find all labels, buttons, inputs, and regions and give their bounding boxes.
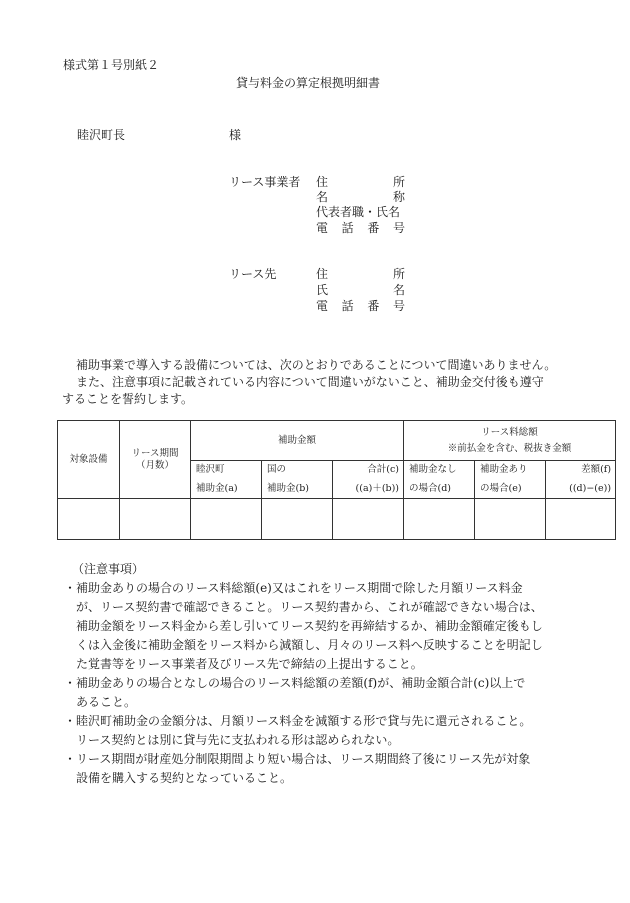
operator-address-char-2: 所 bbox=[392, 175, 405, 189]
notes-heading: （注意事項） bbox=[72, 562, 145, 576]
header-town-subsidy bbox=[191, 461, 262, 499]
note-2-line-1: 補助金ありの場合となしの場合のリース料総額の差額(f)が、補助金額合計(c)以上で bbox=[76, 676, 526, 690]
note-1-line-3: 補助金額をリース料金から差し引いてリース契約を再締結するか、補助金額確定後もし bbox=[76, 619, 543, 633]
operator-representative-label: 代表者職・氏名 bbox=[316, 205, 401, 219]
lessee-name-char-2: 名 bbox=[392, 283, 405, 297]
header-difference bbox=[546, 461, 616, 499]
lessee-address-field bbox=[316, 265, 405, 282]
lessee-phone-field bbox=[316, 297, 405, 314]
header-national-subsidy bbox=[262, 461, 333, 499]
note-item-1 bbox=[64, 579, 584, 674]
header-equipment: 対象設備 bbox=[58, 421, 120, 499]
cell-equipment[interactable] bbox=[58, 499, 120, 540]
operator-representative-field bbox=[316, 203, 405, 220]
operator-name-char-1: 名 bbox=[316, 190, 329, 204]
operator-name-char-2: 称 bbox=[392, 190, 405, 204]
note-bullet: ・ bbox=[64, 581, 77, 595]
note-2-line-2: あること。 bbox=[76, 695, 137, 709]
table-row bbox=[58, 499, 616, 540]
note-1-line-4: くは入金後に補助金額をリース料から減額し、月々のリース料へ反映することを明記し bbox=[76, 638, 543, 652]
note-bullet: ・ bbox=[64, 676, 77, 690]
operator-address-char-1: 住 bbox=[316, 175, 329, 189]
operator-phone-field bbox=[316, 219, 405, 236]
operator-phone-char-3: 番 bbox=[367, 221, 380, 235]
lessee-name-field bbox=[316, 281, 405, 298]
note-1-line-2: が、リース契約書で確認できること。リース契約書から、これが確認できない場合は、 bbox=[76, 600, 543, 614]
header-subsidy-total-line-2: ((a)＋(b)) bbox=[355, 483, 400, 495]
operator-phone-char-2: 話 bbox=[341, 221, 354, 235]
declaration-line-1: 補助事業で導入する設備については、次のとおりであることについて間違いありません。 bbox=[76, 358, 557, 372]
lessee-label: リース先 bbox=[229, 267, 277, 281]
lessee-phone-char-4: 号 bbox=[392, 299, 405, 313]
cell-subsidy-total[interactable] bbox=[333, 499, 404, 540]
operator-phone-char-4: 号 bbox=[392, 221, 405, 235]
header-lease-total-note: ※前払金を含む、税抜き金額 bbox=[447, 442, 572, 454]
lease-operator-label: リース事業者 bbox=[229, 175, 301, 189]
header-without-subsidy-line-1: 補助金なし bbox=[409, 464, 457, 475]
header-subsidy-total bbox=[333, 461, 404, 499]
lessee-phone-char-3: 番 bbox=[367, 299, 380, 313]
header-with-subsidy-line-1: 補助金あり bbox=[480, 464, 528, 475]
lessee-name-char-1: 氏 bbox=[316, 283, 329, 297]
notes-section bbox=[64, 560, 584, 788]
header-lease-total-label: リース料総額 bbox=[481, 427, 538, 439]
note-1-line-5: た覚書等をリース事業者及びリース先で締結の上提出すること。 bbox=[76, 657, 423, 671]
header-lease-period-line-2: （月数） bbox=[135, 459, 174, 471]
declaration-line-2: また、注意事項に記載されている内容について間違いがないこと、補助金交付後も遵守 bbox=[76, 375, 544, 389]
header-subsidy-total-line-1: 合計(c) bbox=[367, 464, 400, 475]
header-with-subsidy-line-2: の場合(e) bbox=[480, 483, 522, 495]
note-item-2 bbox=[64, 674, 584, 712]
header-town-subsidy-line-1: 睦沢町 bbox=[196, 464, 225, 475]
header-lease-period-line-1: リース期間 bbox=[131, 448, 179, 460]
lessee-phone-char-1: 電 bbox=[316, 299, 329, 313]
header-difference-line-1: 差額(f) bbox=[581, 464, 612, 475]
header-subsidy-group: 補助金額 bbox=[191, 421, 404, 461]
header-without-subsidy-line-2: の場合(d) bbox=[409, 483, 452, 495]
addressee-honorific: 様 bbox=[229, 128, 242, 142]
note-item-3 bbox=[64, 712, 584, 750]
note-4-line-2: 設備を購入する契約となっていること。 bbox=[76, 771, 293, 785]
cell-difference[interactable] bbox=[546, 499, 616, 540]
cell-town-subsidy[interactable] bbox=[191, 499, 262, 540]
header-difference-line-2: ((d)−(e)) bbox=[569, 483, 612, 495]
cell-national-subsidy[interactable] bbox=[262, 499, 333, 540]
declaration-line-3: することを誓約します。 bbox=[62, 392, 194, 406]
cell-without-subsidy[interactable] bbox=[404, 499, 475, 540]
addressee-name: 睦沢町長 bbox=[77, 128, 126, 142]
header-town-subsidy-line-2: 補助金(a) bbox=[196, 483, 238, 495]
note-1-line-1: 補助金ありの場合のリース料総額(e)又はこれをリース期間で除した月額リース料金 bbox=[76, 581, 523, 595]
document-title: 貸与料金の算定根拠明細書 bbox=[236, 76, 381, 90]
header-national-subsidy-line-2: 補助金(b) bbox=[267, 483, 309, 495]
cell-lease-period[interactable] bbox=[120, 499, 191, 540]
operator-phone-char-1: 電 bbox=[316, 221, 329, 235]
header-national-subsidy-line-1: 国の bbox=[267, 464, 287, 475]
header-lease-total-group bbox=[404, 421, 616, 461]
note-4-line-1: リース期間が財産処分制限期間より短い場合は、リース期間終了後にリース先が対象 bbox=[76, 752, 531, 766]
lessee-address-char-1: 住 bbox=[316, 267, 329, 281]
cell-with-subsidy[interactable] bbox=[475, 499, 546, 540]
note-3-line-1: 睦沢町補助金の金額分は、月額リース料金を減額する形で貸与先に還元されること。 bbox=[76, 714, 532, 728]
header-lease-period bbox=[120, 421, 191, 499]
lessee-address-char-2: 所 bbox=[392, 267, 405, 281]
note-bullet: ・ bbox=[64, 714, 77, 728]
lessee-phone-char-2: 話 bbox=[341, 299, 354, 313]
header-without-subsidy bbox=[404, 461, 475, 499]
form-number: 様式第１号別紙２ bbox=[63, 58, 160, 72]
note-bullet: ・ bbox=[64, 752, 77, 766]
note-item-4 bbox=[64, 750, 584, 788]
note-3-line-2: リース契約とは別に貸与先に支払われる形は認められない。 bbox=[76, 733, 400, 747]
header-with-subsidy bbox=[475, 461, 546, 499]
calculation-table bbox=[57, 420, 616, 540]
